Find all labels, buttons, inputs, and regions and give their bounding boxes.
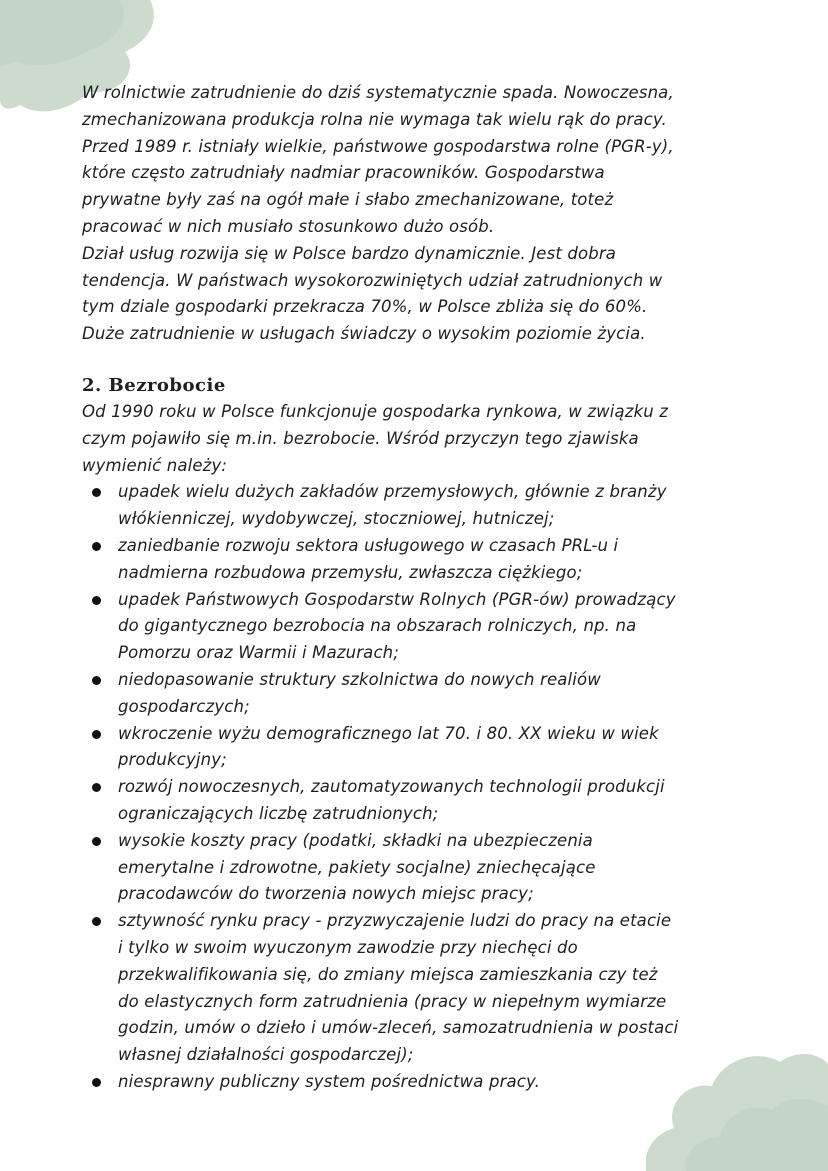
text-line: własnej działalności gospodarczej); [118,1045,414,1065]
bullet-icon [92,1078,101,1087]
text-line: emerytalne i zdrowotne, pakiety socjalne) zniechęcające [118,857,596,877]
document-page [82,80,747,1096]
text-line: gospodarczych; [118,696,250,716]
text-line: produkcyjny; [118,750,227,770]
text-line: upadek wielu dużych zakładów przemysłowych, głównie z branży [118,482,667,502]
text-line: wymienić należy: [82,455,228,475]
bullet-icon [92,730,101,739]
list-item [82,721,747,775]
text-line: niesprawny publiczny system pośrednictwa pracy. [118,1071,541,1091]
bullet-icon [92,917,101,926]
text-line: rozwój nowoczesnych, zautomatyzowanych technologii produkcji [118,777,665,797]
section-intro [82,399,747,479]
text-line: ograniczających liczbę zatrudnionych; [118,803,439,823]
bullet-icon [92,837,101,846]
text-line: wkroczenie wyżu demograficznego lat 70. i 80. XX wieku w wiek [118,723,659,743]
text-line: pracodawców do tworzenia nowych miejsc pracy; [118,884,534,904]
list-item [82,908,747,1069]
text-line: Dział usług rozwija się w Polsce bardzo dynamicznie. Jest dobra [82,243,617,263]
bullet-icon [92,783,101,792]
text-line: czym pojawiło się m.in. bezrobocie. Wśród przyczyn tego zjawiska [82,428,639,448]
text-line: Przed 1989 r. istniały wielkie, państwowe gospodarstwa rolne (PGR-y), [82,136,674,156]
text-line: zaniedbanie rozwoju sektora usługowego w czasach PRL-u i [118,535,619,555]
text-line: niedopasowanie struktury szkolnictwa do nowych realiów [118,669,601,689]
text-line: Duże zatrudnienie w usługach świadczy o wysokim poziomie życia. [82,324,646,344]
text-line: W rolnictwie zatrudnienie do dziś systematycznie spada. Nowoczesna, [82,83,674,102]
causes-list [82,479,747,1095]
text-line: tendencja. W państwach wysokorozwiniętych udział zatrudnionych w [82,270,663,290]
text-line: sztywność rynku pracy - przyzwyczajenie ludzi do pracy na etacie [118,911,672,931]
bullet-icon [92,596,101,605]
text-line: pracować w nich musiało stosunkowo dużo osób. [82,216,495,236]
paragraph-agriculture [82,80,747,241]
text-line: do elastycznych form zatrudnienia (pracy w niepełnym wymiarze [118,991,667,1011]
bullet-icon [92,676,101,685]
text-line: które często zatrudniały nadmiar pracowników. Gospodarstwa [82,163,605,183]
text-line: wysokie koszty pracy (podatki, składki na ubezpieczenia [118,830,593,850]
section-heading: 2. Bezrobocie [82,374,226,396]
text-line: Od 1990 roku w Polsce funkcjonuje gospodarka rynkowa, w związku z [82,401,669,421]
list-item [82,1069,747,1096]
text-line: nadmierna rozbudowa przemysłu, zwłaszcza ciężkiego; [118,562,583,582]
text-line: do gigantycznego bezrobocia na obszarach rolniczych, np. na [118,616,637,636]
text-line: włókienniczej, wydobywczej, stoczniowej, hutniczej; [118,509,555,529]
text-line: godzin, umów o dzieło i umów-zleceń, samozatrudnienia w postaci [118,1018,679,1038]
text-line: i tylko w swoim wyuczonym zawodzie przy niechęci do [118,937,578,957]
text-line: Pomorzu oraz Warmii i Mazurach; [118,643,399,663]
text-line: upadek Państwowych Gospodarstw Rolnych (PGR-ów) prowadzący [118,589,676,609]
text-line: przekwalifikowania się, do zmiany miejsca zamieszkania czy też [118,964,658,984]
text-line: prywatne były zaś na ogół małe i słabo zmechanizowane, toteż [82,190,614,210]
list-item [82,828,747,908]
list-item [82,774,747,828]
list-item [82,667,747,721]
text-line: tym dziale gospodarki przekracza 70%, w Polsce zbliża się do 60%. [82,297,648,317]
text-line: zmechanizowana produkcja rolna nie wymaga tak wielu rąk do pracy. [82,109,667,129]
bullet-icon [92,542,101,551]
list-item [82,533,747,587]
bullet-icon [92,488,101,497]
list-item [82,587,747,667]
list-item [82,479,747,533]
paragraph-services [82,241,747,348]
